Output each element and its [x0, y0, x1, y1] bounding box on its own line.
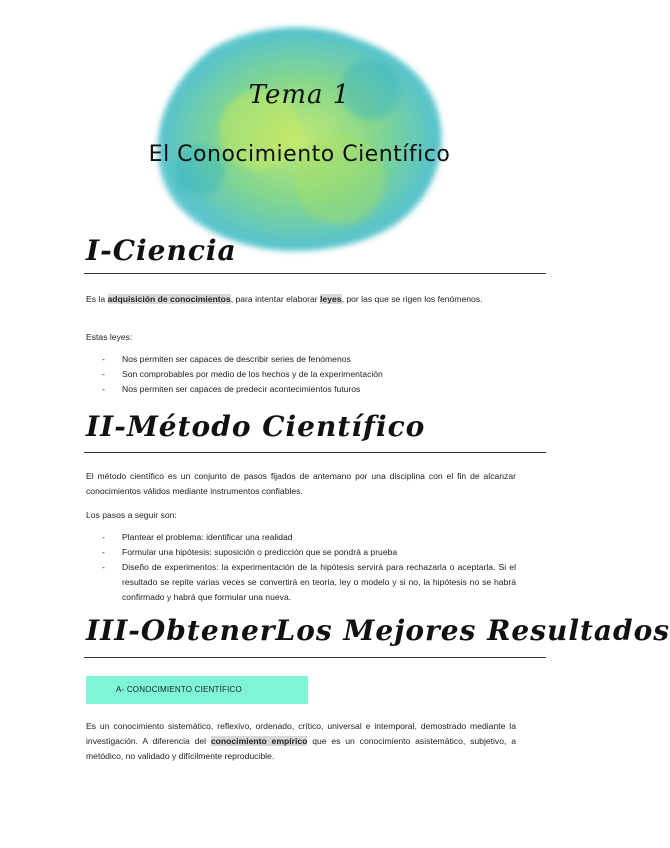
list-item: - Nos permiten ser capaces de predecir acontecimientos futuros: [102, 384, 361, 394]
list-item: - Nos permiten ser capaces de describir series de fenómenos: [102, 354, 351, 364]
subsection-banner: [86, 676, 308, 704]
list-item: - Son comprobables por medio de los hechos y de la experimentación: [102, 369, 383, 379]
section-divider: [84, 273, 546, 274]
section-heading-ciencia: I-Ciencia: [86, 234, 237, 267]
paragraph-pasos: Los pasos a seguir son:: [86, 510, 177, 520]
list-item: - Diseño de experimentos: la experimentación de la hipótesis servirá para rechazarla o aceptarla. Si el resultado se repite varias veces se convertirá en teoría, ley o modelo y si no, la hipótesis no se habrá confirmado y habrá que formular una nueva.: [102, 562, 516, 602]
highlight-leyes: leyes: [320, 294, 342, 304]
watercolor-decoration: [140, 20, 450, 260]
section-heading-resultados: III-ObtenerLos Mejores Resultados: [86, 614, 670, 647]
paragraph-ciencia-definition: Es la adquisición de conocimientos, para intentar elaborar leyes, por las que se rigen los fenómenos.: [86, 294, 483, 304]
paragraph-conocimiento-cientifico: Es un conocimiento sistemático, reflexivo, ordenado, crítico, universal e intemporal, demostrado mediante la investigación. A diferencia del conocimiento empírico que es un conocimiento asistemático, subjetivo, a metódico, no validado y difícilmente reproducible.: [86, 721, 516, 761]
page-title: El Conocimiento Científico: [148, 142, 451, 167]
list-pasos: [102, 530, 516, 605]
section-divider: [84, 657, 546, 658]
list-leyes: [102, 352, 516, 397]
paragraph-metodo-definition: El método científico es un conjunto de pasos fijados de antemano por una disciplina con el fin de alcanzar conocimientos válidos mediante instrumentos confiables.: [86, 471, 516, 496]
topic-number: Tema 1: [248, 80, 351, 110]
list-item: - Plantear el problema: identificar una realidad: [102, 532, 293, 542]
highlight-conocimiento-empirico: conocimiento empírico: [210, 736, 308, 746]
section-divider: [84, 452, 546, 453]
list-item: - Formular una hipótesis: suposición o predicción que se pondrá a prueba: [102, 547, 398, 557]
subsection-title: A- CONOCIMIENTO CIENTÍFICO: [116, 685, 242, 694]
paragraph-estas-leyes: Estas leyes:: [86, 332, 133, 342]
section-heading-metodo: II-Método Científico: [86, 410, 426, 443]
highlight-adquisicion: adquisición de conocimientos: [107, 294, 231, 304]
